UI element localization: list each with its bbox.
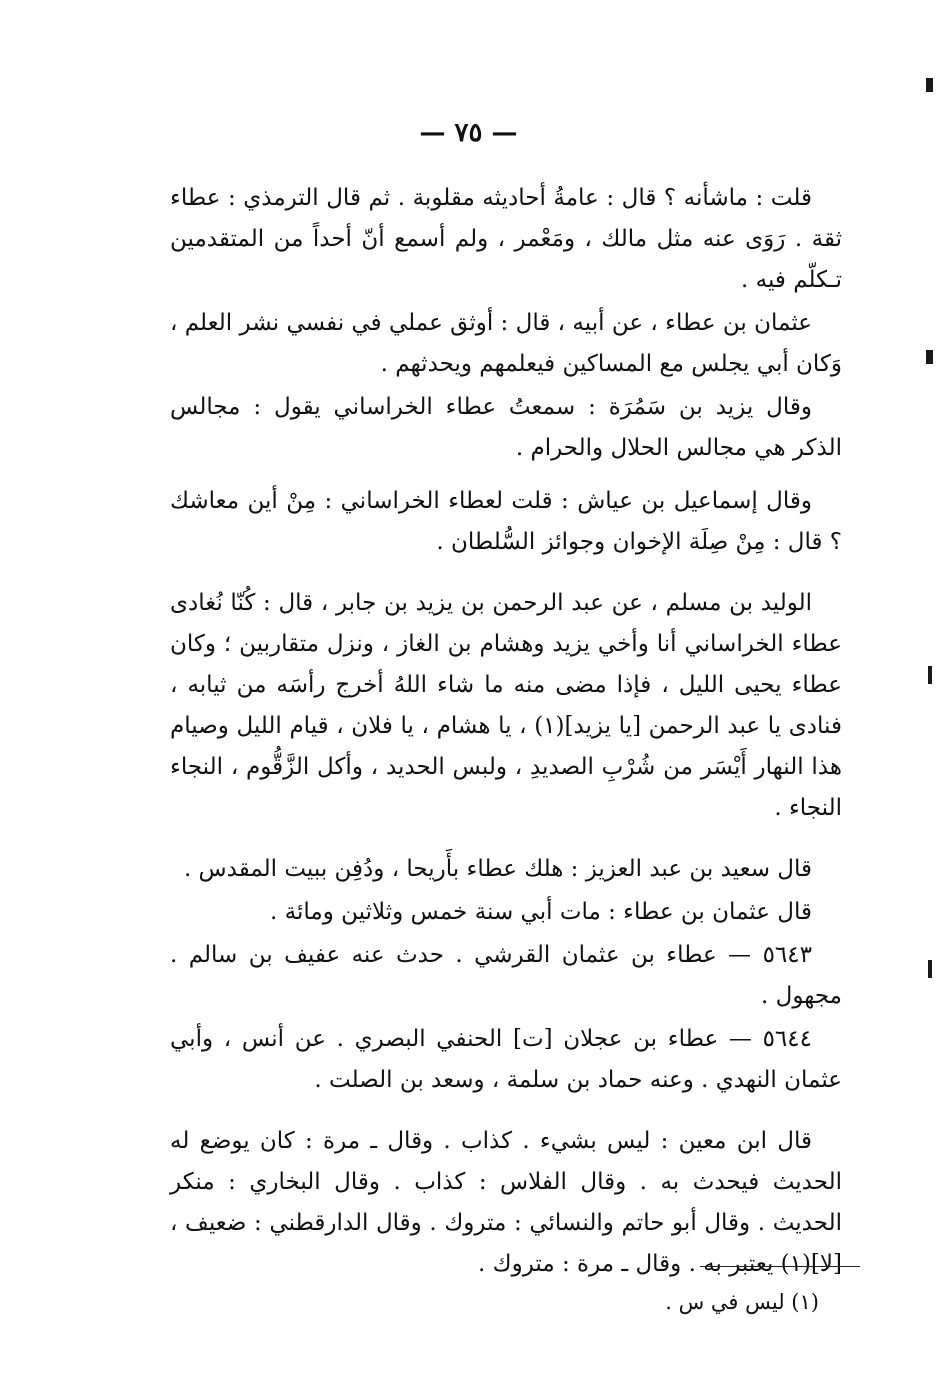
paragraph: قال عثمان بن عطاء : مات أبي سنة خمس وثلاثين ومائة . — [270, 899, 812, 925]
paragraph: ٥٦٤٤ — عطاء بن عجلان [ت] الحنفي البصري . عن أنس ، وأبي عثمان النهدي . وعنه حماد بن سلمة ، وسعد بن الصلت . — [170, 1026, 842, 1093]
paragraph: وقال يزيد بن سَمُرَة : سمعتُ عطاء الخراساني يقول : مجالس الذكر هي مجالس الحلال والحرام . — [170, 394, 842, 461]
margin-mark — [928, 666, 932, 684]
paragraph: عثمان بن عطاء ، عن أبيه ، قال : أوثق عملي في نفسي نشر العلم ، وَكان أبي يجلس مع المساكين فيعلمهم ويحدثهم . — [170, 310, 842, 377]
margin-mark — [926, 350, 933, 364]
margin-mark — [926, 78, 933, 92]
paragraph: قال ابن معين : ليس بشيء . كذاب . وقال ـ مرة : كان يوضع له الحديث فيحدث به . وقال الفلاس : كذاب . وقال البخاري : منكر الحديث . وقال أبو حاتم والنسائي : متروك . وقال الدارقطني : ضعيف ، [لا](١) يعتبر به . وقال ـ مرة : متروك . — [170, 1128, 842, 1277]
paragraph: وقال إسماعيل بن عياش : قلت لعطاء الخراساني : مِنْ أين معاشك ؟ قال : مِنْ صِلَة الإخوان وجوائز السُّلطان . — [170, 488, 842, 555]
paragraph: ٥٦٤٣ — عطاء بن عثمان القرشي . حدث عنه عفيف بن سالم . مجهول . — [170, 942, 842, 1009]
page-number: — ٧٥ — — [419, 118, 518, 148]
footnote: (١) ليس في س . — [665, 1290, 819, 1314]
paragraph: قال سعيد بن عبد العزيز : هلك عطاء بأَريحا ، ودُفِن ببيت المقدس . — [183, 856, 812, 882]
footnote-divider — [700, 1266, 860, 1267]
main-text — [170, 178, 842, 1297]
margin-mark — [928, 960, 932, 978]
paragraph: قلت : ماشأنه ؟ قال : عامةُ أحاديثه مقلوبة . ثم قال الترمذي : عطاء ثقة . رَوَى عنه مثل مالك ، ومَعْمر ، ولم أسمع أنّ أحداً من المتقدمين تـكلّم فيه . — [170, 185, 842, 293]
paragraph: الوليد بن مسلم ، عن عبد الرحمن بن يزيد بن جابر ، قال : كُنّا نُغادى عطاء الخراساني أنا وأخي يزيد وهشام بن الغاز ، ونزل متقاربين ؛ وكان عطاء يحيى الليل ، فإذا مضى منه ما شاء اللهُ أخرج رأسَه من ثيابه ، فنادى يا عبد الرحمن [يا يزيد](١) ، يا هشام ، يا فلان ، قيام الليل وصيام هذا النهار أَيْسَر من شُرْبِ الصديدِ ، ولبس الحديد ، وأكل الزَّقُّوم ، النجاء النجاء . — [170, 590, 842, 821]
